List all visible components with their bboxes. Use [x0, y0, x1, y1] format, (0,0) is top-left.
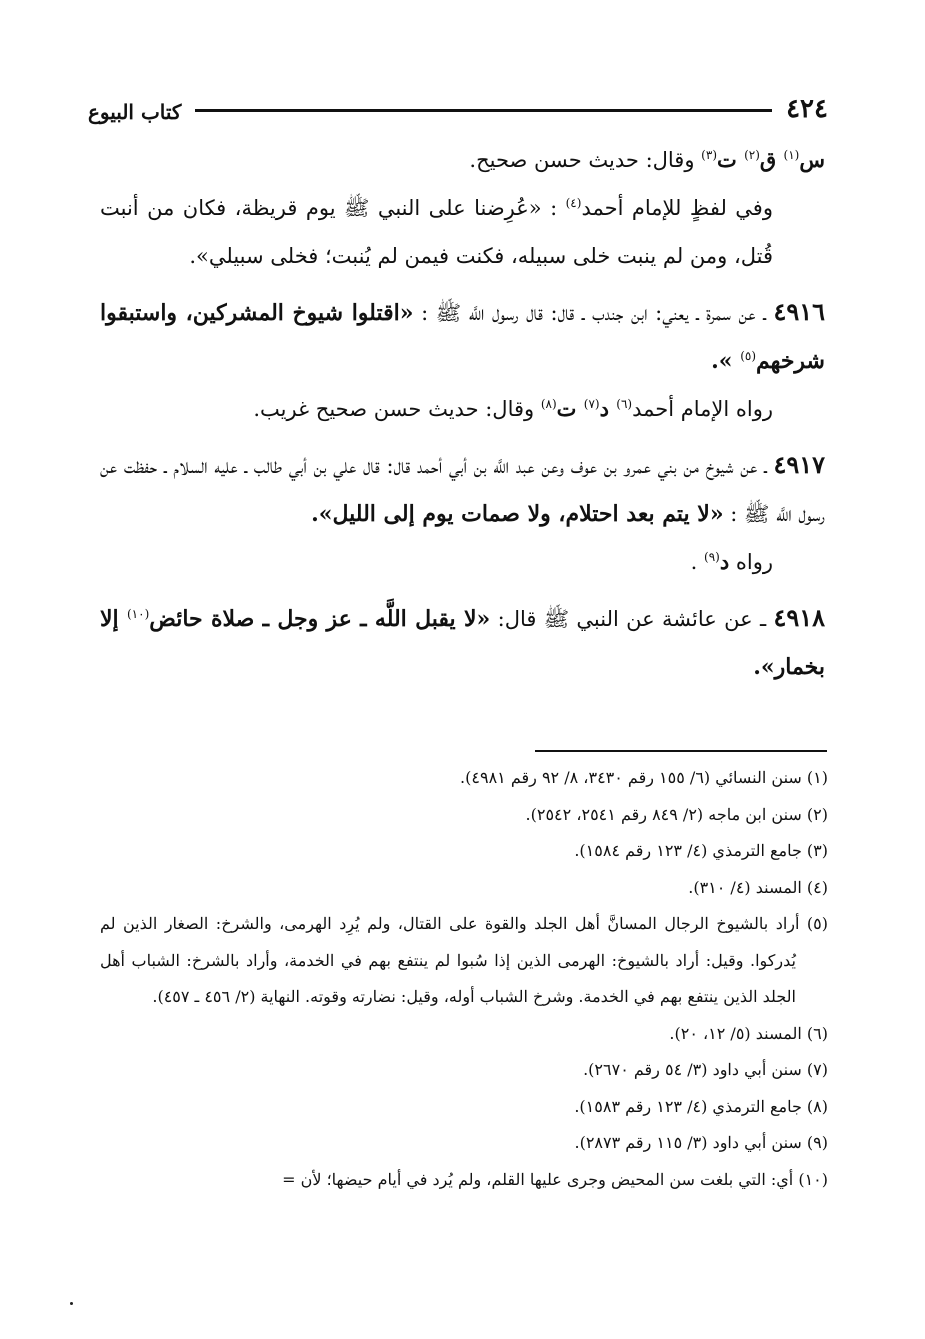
- footnote-ref: (٧): [583, 397, 600, 411]
- page-header: [88, 82, 828, 122]
- hadith-number: ٤٩١٧: [773, 450, 825, 479]
- footnote-10: (١٠) أي: التي بلغت سن المحيض وجرى عليها القلم، ولم يُرد في أيام حيضها؛ لأن =: [282, 1169, 828, 1189]
- narration-4916: رواه الإمام أحمد$^{(٦)}$ د$^{(٧)}$ ت$^{(٨)}$ وقال: حديث حسن صحيح غريب.: [253, 396, 773, 421]
- footnote-ref: (١٠): [126, 607, 150, 621]
- hadith-number: ٤٩١٨: [773, 603, 825, 632]
- footnote-ref: (٨): [540, 397, 557, 411]
- paragraph-references: س$^{(١)}$ ق$^{(٢)}$ ت$^{(٣)}$ وقال: حديث حسن صحيح.: [469, 147, 825, 172]
- footnote-ref: (٩): [704, 550, 720, 564]
- page-number: ٤٢٤: [786, 94, 828, 124]
- footnote-9: (٩) سنن أبي داود (٣/ ١١٥ رقم ٢٨٧٣).: [574, 1133, 828, 1152]
- hadith-number: ٤٩١٦: [773, 297, 825, 326]
- hadith-4916: ٤٩١٦ ـ عن سمرة ـ يعني: ابن جندب ـ قال: قال رسول اللَّه ﷺ : «اقتلوا شيوخ المشركين، واستبقوا شرخهم$^{(٥)}$ ».: [100, 297, 825, 374]
- paragraph-ahmad-wording: وفي لفظٍ للإمام أحمد$^{(٤)}$ : «عُرِضنا على النبي ﷺ يوم قريظة، فكان من أنبت قُتل، ومن لم ينبت خلى سبيله، فكنت فيمن لم يُنبت؛ فخلى سبيلي».: [100, 196, 773, 268]
- book-title: كتاب البيوع: [88, 100, 182, 124]
- hadith-4918: ٤٩١٨ ـ عن عائشة عن النبي ﷺ قال: «لا يقبل اللَّه ـ عز وجل ـ صلاة حائض$^{(١٠)}$ إلا بخمار».: [100, 603, 825, 680]
- footnote-ref: (٦): [616, 397, 633, 411]
- header-rule: [195, 109, 772, 112]
- footnote-separator: [535, 750, 827, 752]
- footnote-ref: (٢): [744, 148, 760, 162]
- footnote-ref: (٤): [565, 196, 582, 210]
- hadith-quote: «لا يتم بعد احتلام، ولا صمات يوم إلى الليل».: [311, 501, 724, 527]
- footnote-ref: (٥): [740, 349, 757, 363]
- footnote-2: (٢) سنن ابن ماجه (٢/ ٨٤٩ رقم ٢٥٤١، ٢٥٤٢).: [525, 804, 828, 824]
- footnote-ref: (١): [783, 148, 800, 162]
- footnote-5: (٥) أراد بالشيوخ الرجال المسانَّ أهل الجلد والقوة على القتال، ولم يُرِد الهرمى، والشرخ: الصغار الذين لم يُدركوا. وقيل: أراد بالشيوخ: الهرمى الذين إذا سُبوا لم ينتفع بهم في الخدمة، وأراد بالشرخ: الشباب أهل الجلد الذين ينتفع بهم في الخدمة. وشرخ الشباب أوله، وقيل: نضارته وقوته. النهاية (٢/ ٤٥٦ ـ ٤٥٧).: [100, 914, 828, 1006]
- footnote-4: (٤) المسند (٤/ ٣١٠).: [688, 877, 828, 897]
- hadith-quote: «اقتلوا شيوخ المشركين، واستبقوا شرخهم: [100, 300, 825, 374]
- footnote-7: (٧) سنن أبي داود (٣/ ٥٤ رقم ٢٦٧٠).: [583, 1060, 828, 1079]
- hadith-4917: ٤٩١٧ ـ عن شيوخ من بني عمرو بن عوف وعن عبد اللَّه بن أبي أحمد قال: قال علي بن أبي طالب ـ عليه السلام ـ حفظت عن رسول اللَّه ﷺ : «لا يتم بعد احتلام، ولا صمات يوم إلى الليل».: [100, 450, 825, 527]
- footnote-ref: (٣): [701, 148, 717, 162]
- footnote-3: (٣) جامع الترمذي (٤/ ١٢٣ رقم ١٥٨٤).: [574, 841, 828, 860]
- footnotes: [100, 760, 828, 1198]
- footnote-1: (١) سنن النسائي (٦/ ١٥٥ رقم ٣٤٣٠، ٨/ ٩٢ رقم ٤٩٨١).: [460, 768, 828, 787]
- main-text: [100, 136, 825, 691]
- hadith-quote: «لا يقبل اللَّه ـ عز وجل ـ صلاة حائض: [149, 606, 491, 632]
- footnote-6: (٦) المسند (٥/ ١٢، ٢٠).: [669, 1023, 828, 1043]
- footnote-8: (٨) جامع الترمذي (٤/ ١٢٣ رقم ١٥٨٣).: [574, 1096, 828, 1116]
- narration-4917: رواه د$^{(٩)}$ .: [690, 549, 773, 574]
- ink-speck: [70, 1302, 73, 1305]
